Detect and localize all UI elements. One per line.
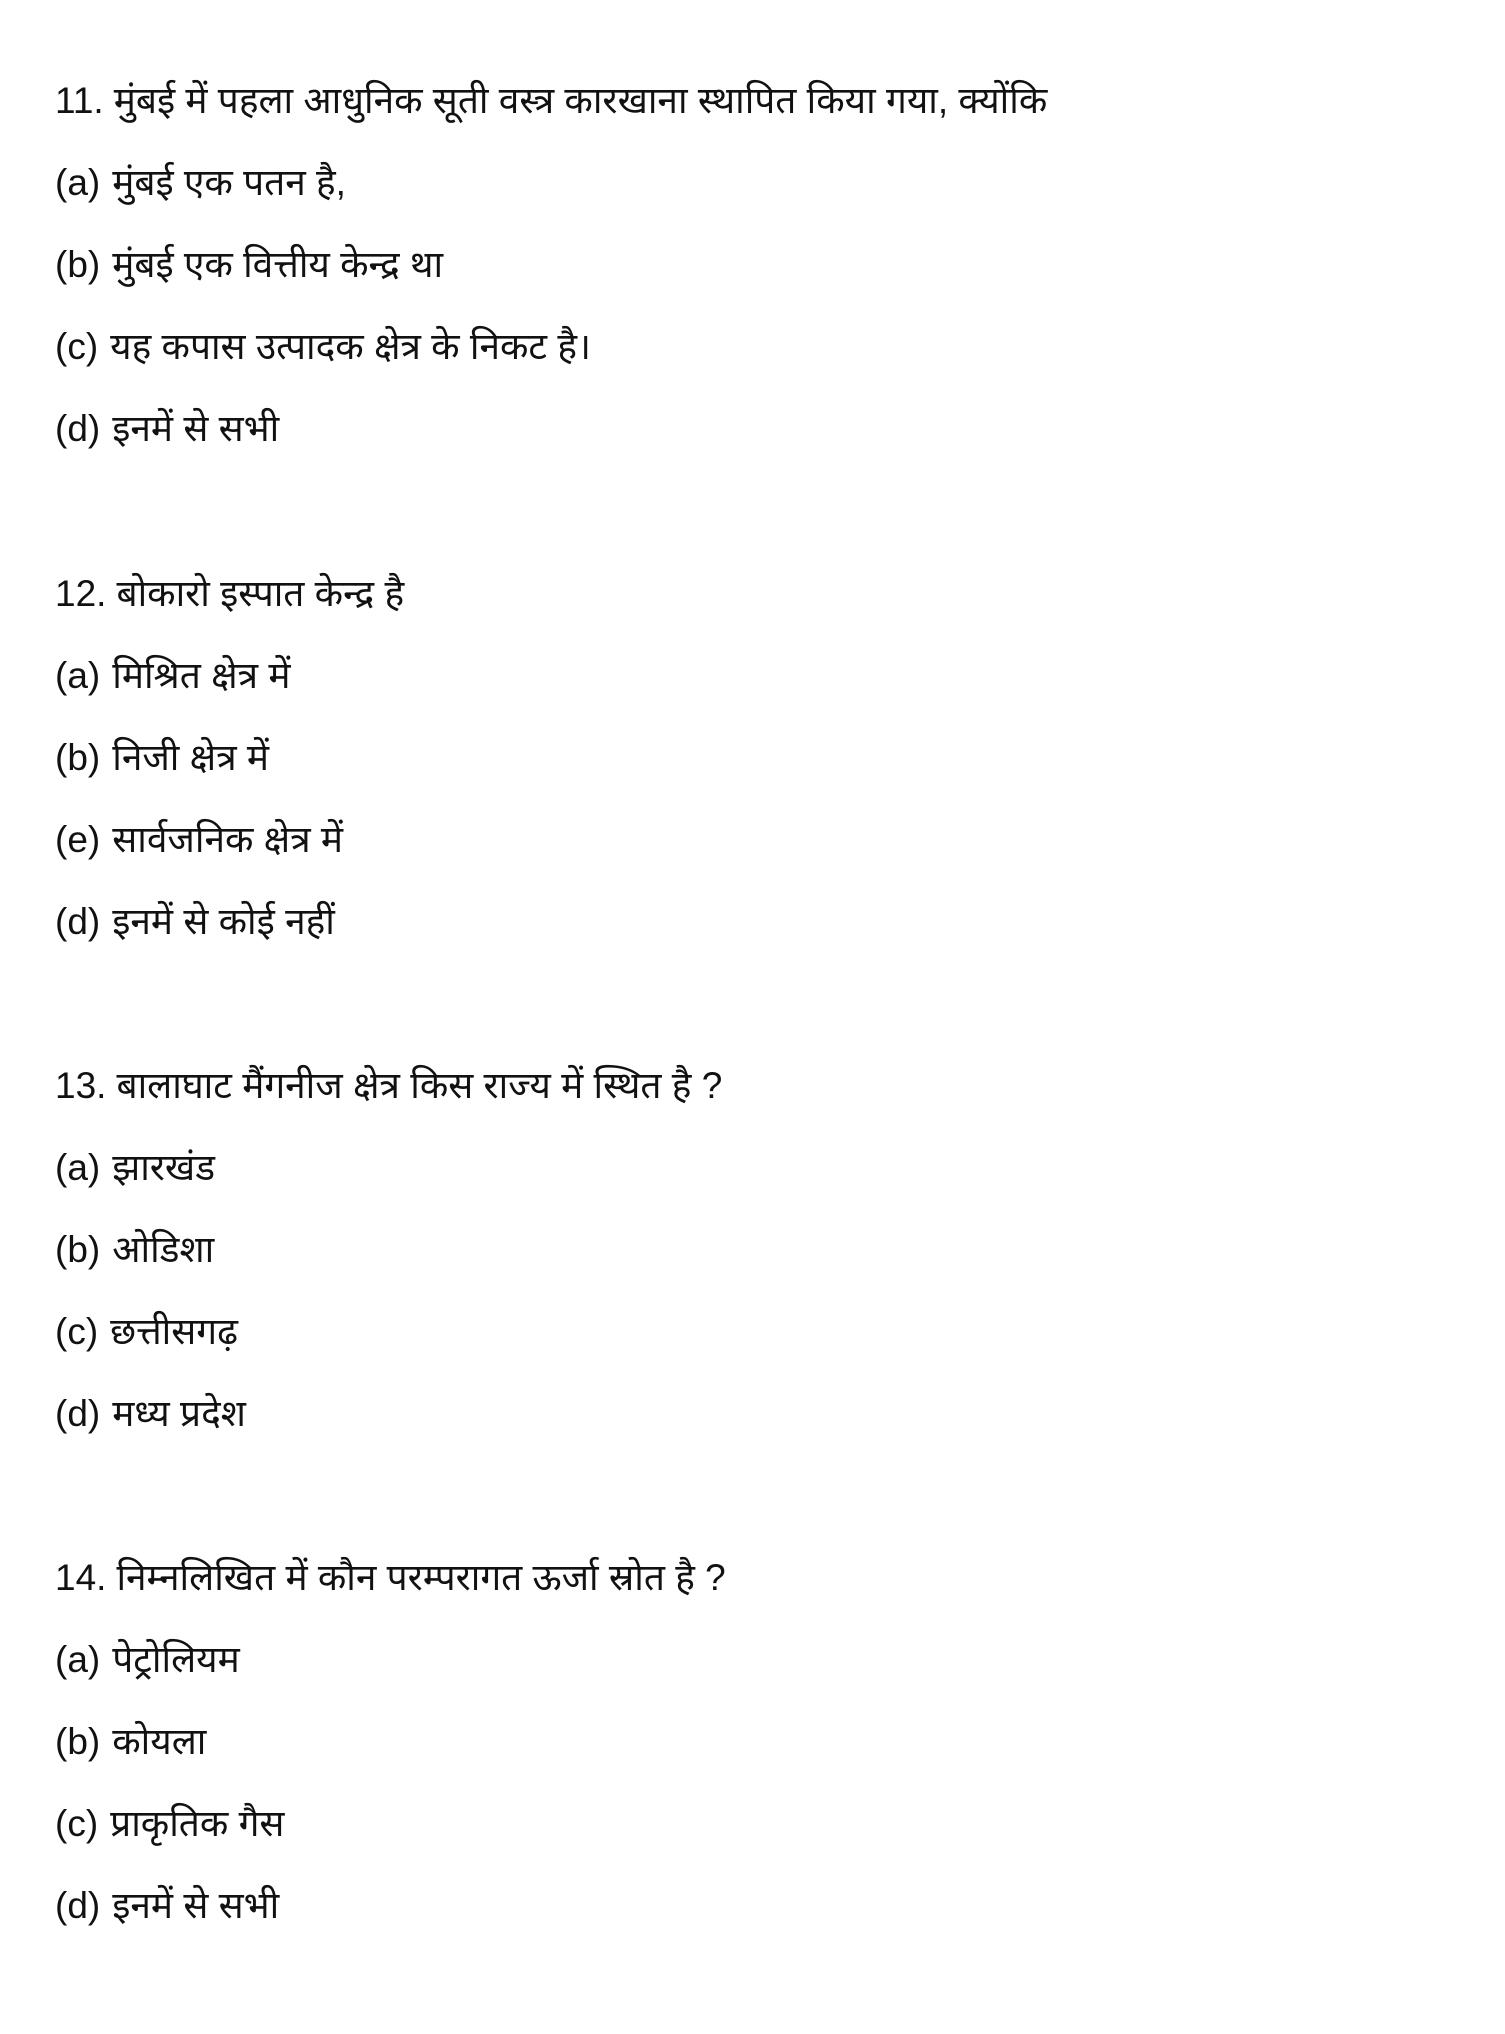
option-label: (a) (55, 655, 101, 696)
option-d (55, 388, 1475, 470)
option-label: (b) (55, 737, 101, 778)
option-label: (c) (55, 326, 99, 367)
option-label: (a) (55, 1639, 101, 1680)
option-label: (c) (55, 1803, 99, 1844)
option-a (55, 142, 1475, 224)
option-b (55, 1701, 1475, 1783)
option-text: इनमें से सभी (112, 1885, 280, 1926)
option-label: (c) (55, 1311, 99, 1352)
option-text: छत्तीसगढ़ (110, 1311, 238, 1352)
option-text: मुंबई एक वित्तीय केन्द्र था (112, 244, 444, 285)
question-11 (55, 60, 1475, 470)
option-text: मिश्रित क्षेत्र में (112, 655, 291, 696)
option-text: कोयला (112, 1721, 207, 1762)
question-number: 14. (55, 1557, 107, 1598)
question-stem (55, 1537, 1475, 1619)
option-text: मुंबई एक पतन है, (112, 162, 346, 203)
option-text: प्राकृतिक गैस (110, 1803, 285, 1844)
option-text: सार्वजनिक क्षेत्र में (112, 819, 344, 860)
option-text: निजी क्षेत्र में (112, 737, 270, 778)
question-stem (55, 1045, 1475, 1127)
option-a (55, 1127, 1475, 1209)
option-c (55, 1783, 1475, 1865)
option-label: (d) (55, 1885, 101, 1926)
question-text: निम्नलिखित में कौन परम्परागत ऊर्जा स्रोत है ? (116, 1557, 726, 1598)
question-13 (55, 1045, 1475, 1455)
option-label: (a) (55, 1147, 101, 1188)
option-label: (d) (55, 1393, 101, 1434)
option-label: (d) (55, 408, 101, 449)
question-text: बोकारो इस्पात केन्द्र है (116, 573, 405, 614)
option-a (55, 635, 1475, 717)
option-b (55, 717, 1475, 799)
option-text: झारखंड (112, 1147, 215, 1188)
option-label: (b) (55, 244, 101, 285)
option-label: (e) (55, 819, 101, 860)
question-text: मुंबई में पहला आधुनिक सूती वस्त्र कारखाना स्थापित किया गया, क्योंकि (113, 80, 1048, 121)
question-stem (55, 553, 1475, 635)
option-text: इनमें से सभी (112, 408, 280, 449)
question-12 (55, 553, 1475, 963)
option-b (55, 224, 1475, 306)
question-14 (55, 1537, 1475, 1947)
option-c (55, 306, 1475, 388)
option-d (55, 1865, 1475, 1947)
option-d (55, 881, 1475, 963)
option-text: ओडिशा (112, 1229, 215, 1270)
option-c (55, 1291, 1475, 1373)
question-number: 11. (55, 80, 104, 121)
option-label: (a) (55, 162, 101, 203)
option-d (55, 1373, 1475, 1455)
question-text: बालाघाट मैंगनीज क्षेत्र किस राज्य में स्थित है ? (116, 1065, 723, 1106)
option-text: मध्य प्रदेश (112, 1393, 246, 1434)
option-e (55, 799, 1475, 881)
option-text: पेट्रोलियम (112, 1639, 240, 1680)
option-label: (d) (55, 901, 101, 942)
option-b (55, 1209, 1475, 1291)
option-label: (b) (55, 1229, 101, 1270)
option-label: (b) (55, 1721, 101, 1762)
question-number: 12. (55, 573, 107, 614)
question-number: 13. (55, 1065, 107, 1106)
question-stem (55, 60, 1475, 142)
option-text: इनमें से कोई नहीं (112, 901, 335, 942)
option-a (55, 1619, 1475, 1701)
option-text: यह कपास उत्पादक क्षेत्र के निकट है। (110, 326, 592, 367)
